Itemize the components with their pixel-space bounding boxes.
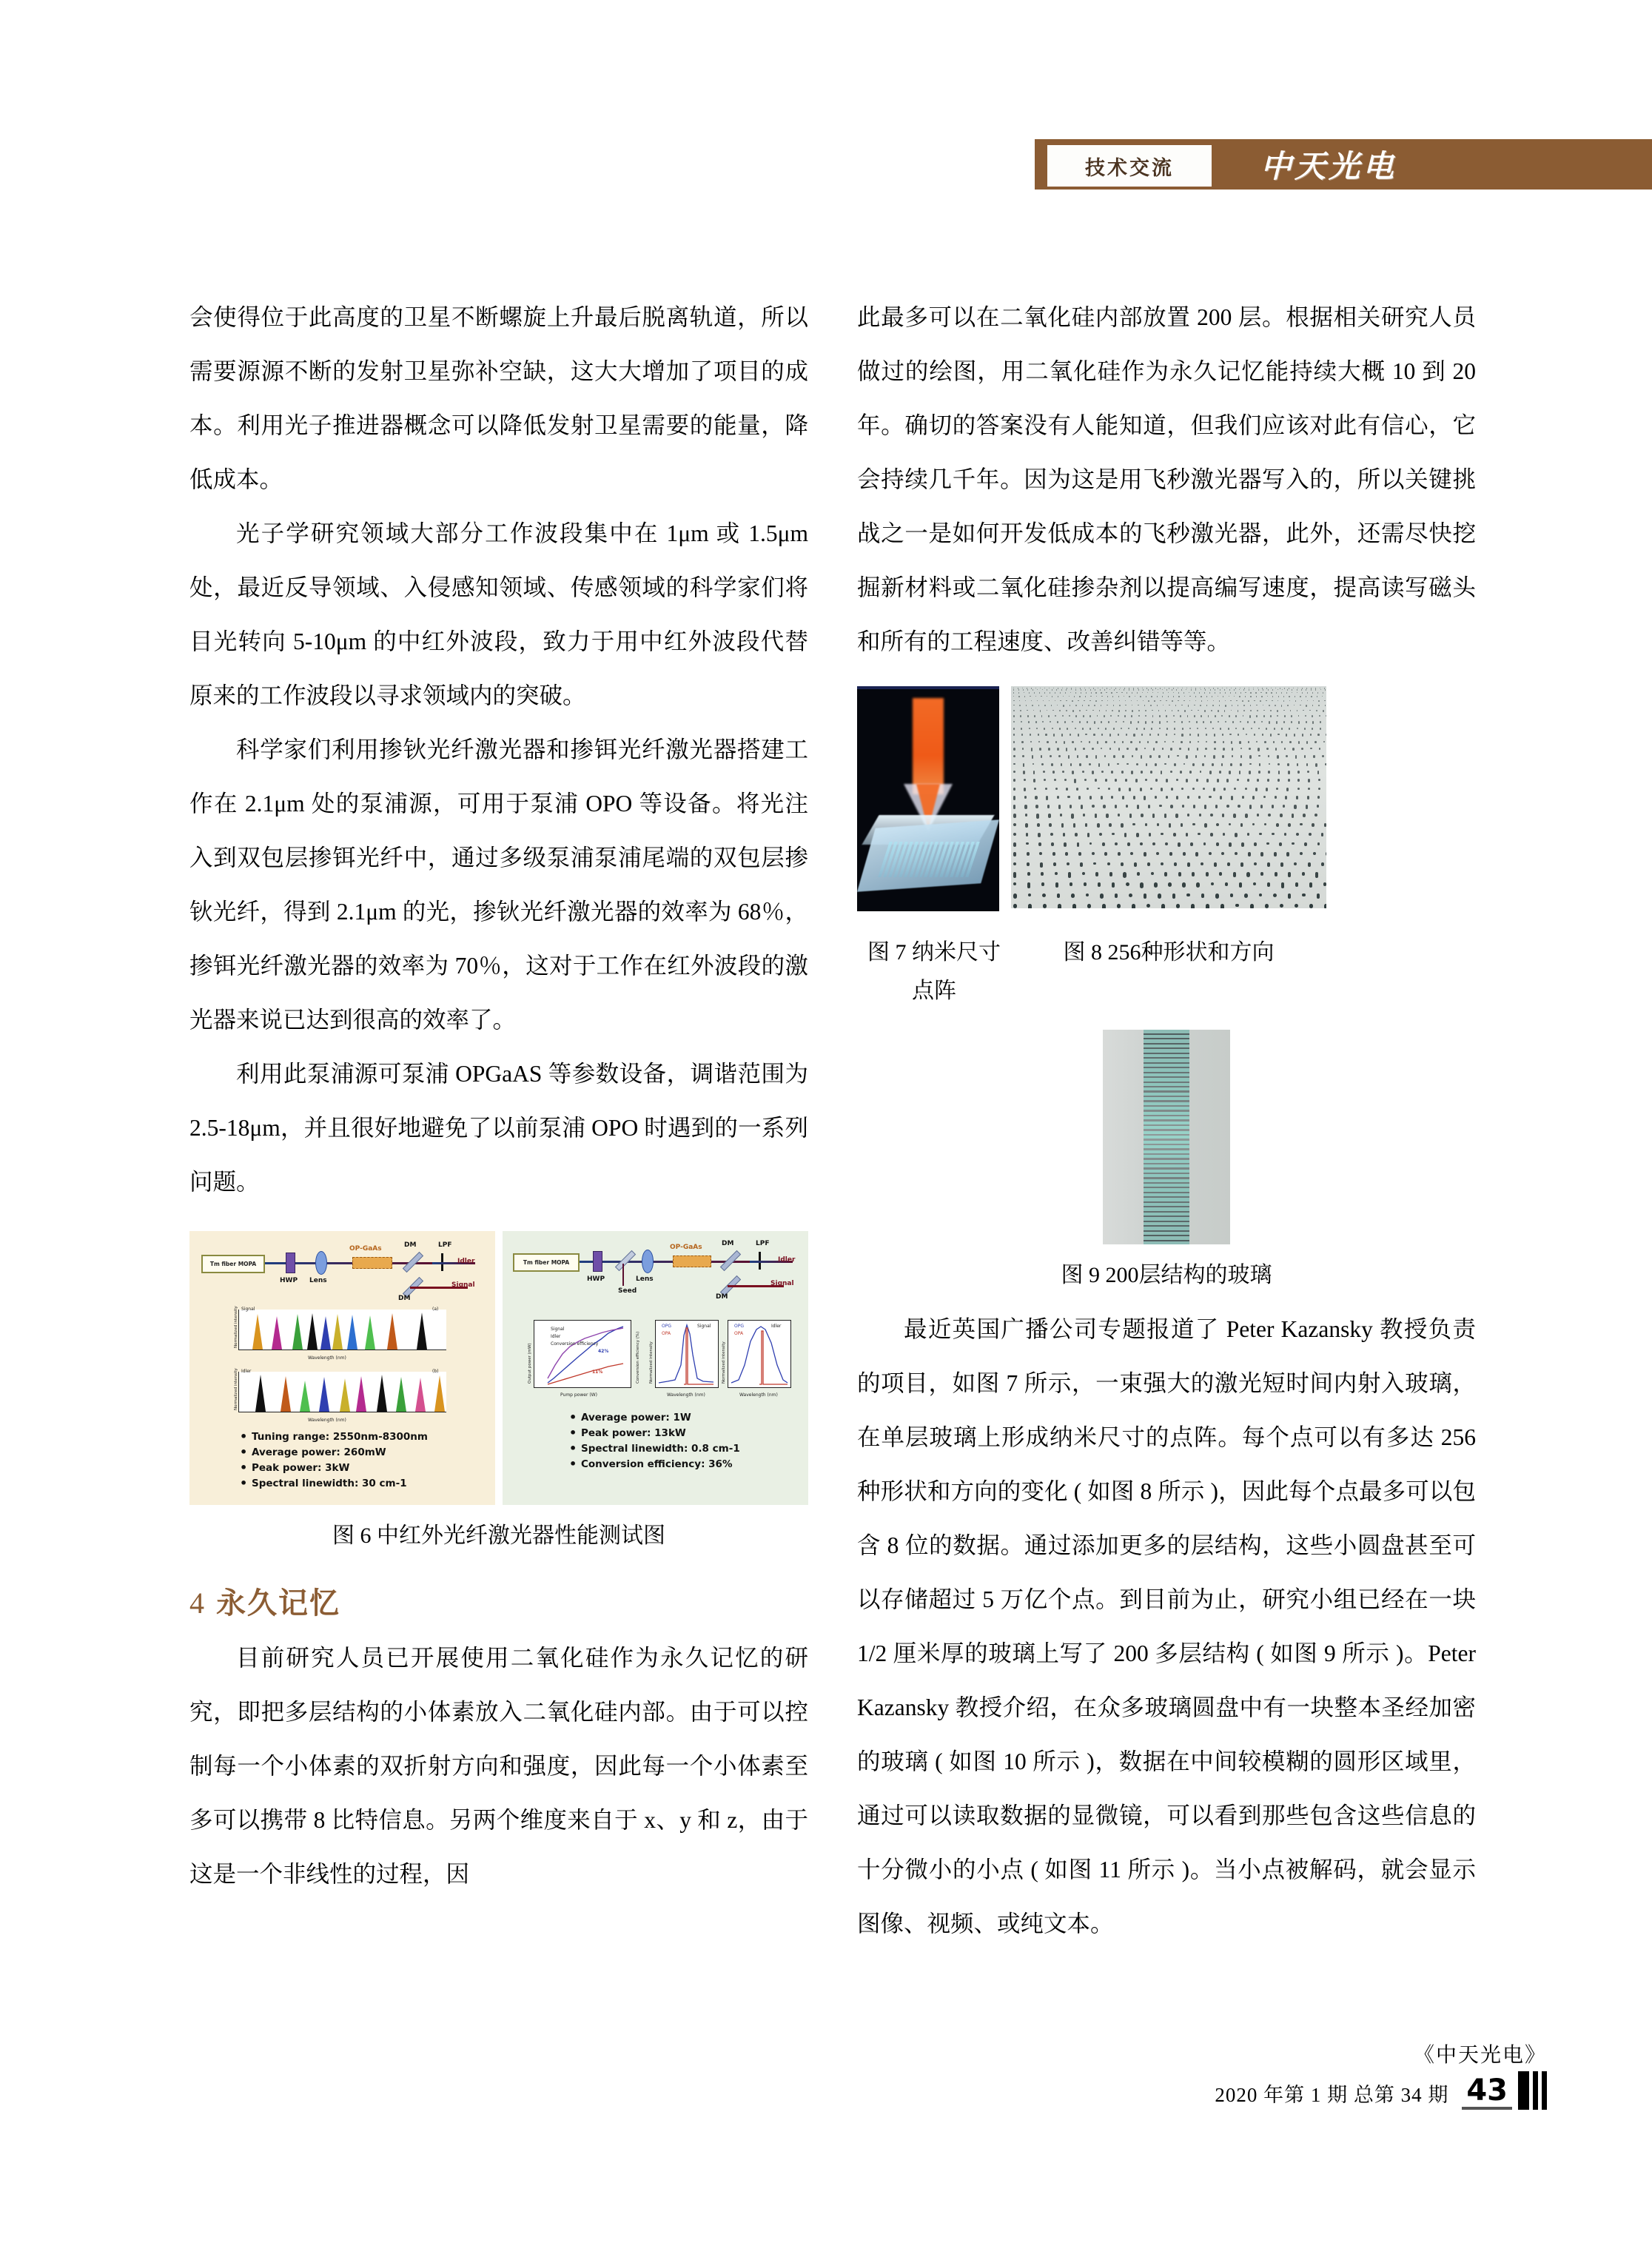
optical-source-box: Tm fiber MOPA <box>201 1255 265 1273</box>
figure-7-caption: 图 7 纳米尺寸点阵 <box>867 940 1001 1003</box>
header-category-tag: 技术交流 <box>1046 144 1213 188</box>
page-number: 43 <box>1462 2076 1512 2110</box>
power-plot-ylabel: Output power (mW) <box>528 1343 532 1384</box>
legend-opg: OPG <box>734 1324 744 1329</box>
magazine-name: 《中天光电》 <box>1413 2044 1547 2067</box>
dm-label-1: DM <box>404 1241 417 1249</box>
signal-spectrum-plot <box>655 1320 719 1388</box>
hwp-label: HWP <box>280 1277 298 1284</box>
panel-a-spec-list <box>237 1429 428 1492</box>
crystal-label: OP-GaAs <box>670 1244 702 1251</box>
nano-structure-array <box>878 842 980 877</box>
spec-item: • Conversion efficiency: 36% <box>566 1457 740 1472</box>
figure-7-image <box>857 686 999 911</box>
laser-beam <box>913 698 944 794</box>
panel-b-spec-list <box>566 1410 740 1472</box>
lens-label: Lens <box>309 1277 327 1284</box>
paragraph: 此最多可以在二氧化硅内部放置 200 层。根据相关研究人员做过的绘图，用二氧化硅作为永久记忆能持续大概 10 到 20 年。确切的答案没有人能知道，但我们应该对此有信心，它会持续几千年。因为这是用飞秒激光器写入的，所以关键挑战之一是如何开发低成本的飞秒激光器，此外，还需尽快挖掘新材料或二氧化硅掺杂剂以提高编写速度，提高读写磁头和所有的工程速度、改善纠错等等。 <box>857 304 1476 654</box>
idler-spectrum-xlabel: Wavelength (nm) <box>739 1392 778 1398</box>
lens-element <box>315 1251 327 1275</box>
paragraph: 会使得位于此高度的卫星不断螺旋上升最后脱离轨道，所以需要源源不断的发射卫星弥补空缺，这大大增加了项目的成本。利用光子推进器概念可以降低发射卫星需要的能量，降低成本。 <box>189 304 808 492</box>
page-number-box <box>1462 2071 1547 2110</box>
dm-label-1: DM <box>722 1240 734 1247</box>
page-header <box>1035 139 1652 190</box>
figure-9-image <box>1103 1030 1230 1244</box>
issue-info: 2020 年第 1 期 总第 34 期 <box>1215 2084 1449 2106</box>
spectra-plot-a <box>238 1310 446 1350</box>
plot-b-xlabel: Wavelength (nm) <box>308 1418 346 1423</box>
layer-stack <box>1144 1030 1189 1244</box>
dm-label-2: DM <box>398 1295 411 1302</box>
figure-6 <box>189 1231 808 1505</box>
spectrum-title-signal: Signal <box>697 1324 711 1329</box>
nanodot-grid <box>1011 686 1326 908</box>
figure-7-and-8-row <box>857 686 1476 911</box>
crystal-label: OP-GaAs <box>349 1245 382 1253</box>
plot-a-xlabel: Wavelength (nm) <box>308 1355 346 1361</box>
seed-label: Seed <box>618 1287 637 1295</box>
lpf-label: LPF <box>438 1241 452 1249</box>
lens-label: Lens <box>636 1275 654 1283</box>
power-plot-y2label: Conversion efficiency (%) <box>636 1331 640 1384</box>
hwp-element <box>286 1253 295 1273</box>
figure-9-wrapper <box>857 1030 1476 1244</box>
paragraph: 光子学研究领域大部分工作波段集中在 1μm 或 1.5μm 处，最近反导领域、入侵感知领域、传感领域的科学家们将目光转向 5-10μm 的中红外波段，致力于用中红外波段代替原来的工作波段以寻求领域内的突破。 <box>189 520 808 708</box>
left-column <box>189 290 808 1901</box>
legend-signal: Signal <box>551 1327 565 1332</box>
spec-item: • Tuning range: 2550nm-8300nm <box>237 1429 428 1445</box>
plot-a-ylabel: Normalized intensity <box>234 1306 238 1348</box>
idler-output-label: Idler <box>457 1258 475 1265</box>
spectrum-title-idler: Idler <box>771 1324 782 1329</box>
figure-9-caption: 图 9 200层结构的玻璃 <box>1061 1263 1272 1287</box>
section-title: 永久记忆 <box>216 1586 340 1620</box>
figure-8-image <box>1011 686 1326 908</box>
crystal-element <box>673 1255 711 1267</box>
spec-item: • Spectral linewidth: 30 cm-1 <box>237 1476 428 1492</box>
right-column <box>857 290 1476 1951</box>
spec-item: • Average power: 1W <box>566 1410 740 1426</box>
paragraph: 最近英国广播公司专题报道了 Peter Kazansky 教授负责的项目，如图 7 所示，一束强大的激光短时间内射入玻璃，在单层玻璃上形成纳米尺寸的点阵。每个点可以有多达 256 种形状和方向的变化 ( 如图 8 所示 )，因此每个点最多可以包含 8 位的数据。通过添加更多的层结构，这些小圆盘甚至可以存储超过 5 万亿个点。到目前为止，研究小组已经在一块 1/2 厘米厚的玻璃上写了 200 多层结构 ( 如图 9 所示 )。Peter Kazansky 教授介绍，在众多玻璃圆盘中有一块整本圣经加密的玻璃 ( 如图 10 所示 )，数据在中间较模糊的圆形区域里，通过可以读取数据的显微镜，可以看到那些包含这些信息的十分微小的小点 ( 如图 11 所示 )。当小点被解码，就会显示图像、视频、或纯文本。 <box>857 1316 1476 1937</box>
spec-item: • Peak power: 13kW <box>566 1426 740 1441</box>
signal-spectrum-ylabel: Normalized intensity <box>649 1341 654 1384</box>
plot-a-series-label: Signal <box>241 1307 255 1312</box>
power-plot-xlabel: Pump power (W) <box>560 1392 597 1398</box>
paragraph: 利用此泵浦源可泵浦 OPGaAS 等参数设备，调谐范围为 2.5-18μm，并且很好地避免了以前泵浦 OPO 时遇到的一系列问题。 <box>189 1061 808 1195</box>
spec-item: • Peak power: 3kW <box>237 1461 428 1476</box>
signal-output-label: Signal <box>770 1280 794 1287</box>
footer-bars-icon <box>1518 2071 1547 2110</box>
header-brand-logo: 中天光电 <box>1260 148 1397 184</box>
figure-8-caption: 图 8 256种形状和方向 <box>1063 940 1275 965</box>
plot-b-label: (b) <box>432 1369 439 1374</box>
annotation-efficiency-11: 11% <box>592 1369 603 1375</box>
signal-spectrum-xlabel: Wavelength (nm) <box>667 1392 705 1398</box>
plot-b-ylabel: Normalized intensity <box>234 1368 238 1410</box>
section-heading <box>189 1580 808 1626</box>
plot-a-label: (a) <box>432 1307 439 1312</box>
hwp-label: HWP <box>587 1275 605 1283</box>
legend-opa: OPA <box>734 1331 744 1336</box>
legend-opg: OPG <box>662 1324 671 1329</box>
section-number: 4 <box>189 1586 206 1620</box>
idler-spectrum-plot <box>728 1320 791 1388</box>
lpf-label: LPF <box>756 1240 770 1247</box>
page-footer <box>1132 2040 1547 2110</box>
signal-output-label: Signal <box>451 1281 475 1289</box>
spec-item: • Average power: 260mW <box>237 1445 428 1461</box>
spec-item: • Spectral linewidth: 0.8 cm-1 <box>566 1441 740 1457</box>
legend-idler: Idler <box>551 1334 561 1339</box>
optical-source-box: Tm fiber MOPA <box>513 1253 580 1272</box>
spectra-plot-b <box>238 1372 446 1412</box>
lens-element <box>642 1250 654 1273</box>
idler-spectrum-ylabel: Normalized intensity <box>722 1341 726 1384</box>
plot-b-series-label: Idler <box>241 1369 252 1374</box>
paragraph: 目前研究人员已开展使用二氧化硅作为永久记忆的研究，即把多层结构的小体素放入二氧化硅内部。由于可以控制每一个小体素的双折射方向和强度，因此每一个小体素至多可以携带 8 比特信息。另两个维度来自于 x、y 和 z，由于这是一个非线性的过程，因 <box>189 1645 808 1887</box>
figure-6-panel-b <box>503 1231 808 1505</box>
power-vs-pump-plot <box>534 1320 631 1388</box>
figure-6-caption: 图 6 中红外光纤激光器性能测试图 <box>332 1523 665 1548</box>
idler-output-label: Idler <box>778 1256 796 1264</box>
legend-opa: OPA <box>662 1331 671 1336</box>
paragraph: 科学家们利用掺钬光纤激光器和掺铒光纤激光器搭建工作在 2.1μm 处的泵浦源，可用于泵浦 OPO 等设备。将光注入到双包层掺铒光纤中，通过多级泵浦泵浦尾端的双包层掺钬光纤，得到 2.1μm 的光，掺钬光纤激光器的效率为 68％，掺铒光纤激光器的效率为 70％，这对于工作在红外波段的激光器来说已达到很高的效率了。 <box>189 737 808 1033</box>
figure-6-panel-a <box>189 1231 495 1505</box>
crystal-element <box>352 1257 392 1269</box>
dm-label-2: DM <box>716 1293 728 1301</box>
legend-conversion-efficiency: Conversion efficiency <box>551 1341 599 1347</box>
annotation-efficiency-42: 42% <box>598 1349 609 1354</box>
hwp-element <box>593 1251 602 1272</box>
